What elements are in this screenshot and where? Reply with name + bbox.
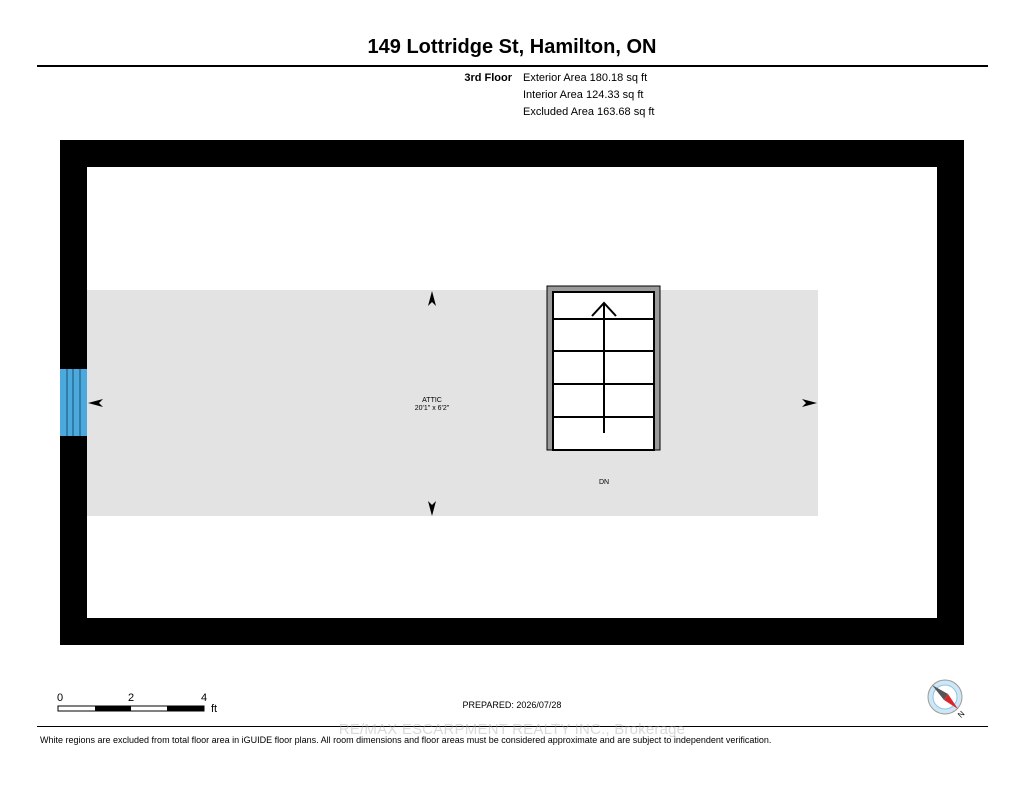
scale-unit: ft xyxy=(211,703,218,715)
scale-tick-2: 2 xyxy=(127,692,135,704)
stairs xyxy=(547,286,660,450)
compass-north-label: N xyxy=(956,709,967,720)
interior-area: Interior Area 124.33 sq ft xyxy=(523,89,644,101)
window xyxy=(60,369,87,436)
brokerage-watermark: RE/MAX ESCARPMENT REALTY INC., Brokerage xyxy=(338,721,686,738)
stairs-label: DN xyxy=(598,479,610,486)
excluded-area: Excluded Area 163.68 sq ft xyxy=(523,106,655,118)
exterior-area: Exterior Area 180.18 sq ft xyxy=(523,72,648,84)
scale-tick-4: 4 xyxy=(200,692,208,704)
disclaimer: White regions are excluded from total floor area in iGUIDE floor plans. All room dimensions and floor areas must be considered approximate and are subject to independent verification. xyxy=(40,735,772,745)
attic-room xyxy=(87,290,818,516)
floor-label: 3rd Floor xyxy=(464,72,512,84)
page-title: 149 Lottridge St, Hamilton, ON xyxy=(367,36,657,58)
room-dimensions: 20'1" x 6'2" xyxy=(414,405,450,412)
scale-tick-0: 0 xyxy=(56,692,64,704)
prepared-date: PREPARED: 2026/07/28 xyxy=(462,700,562,710)
room-name: ATTIC xyxy=(422,397,442,404)
